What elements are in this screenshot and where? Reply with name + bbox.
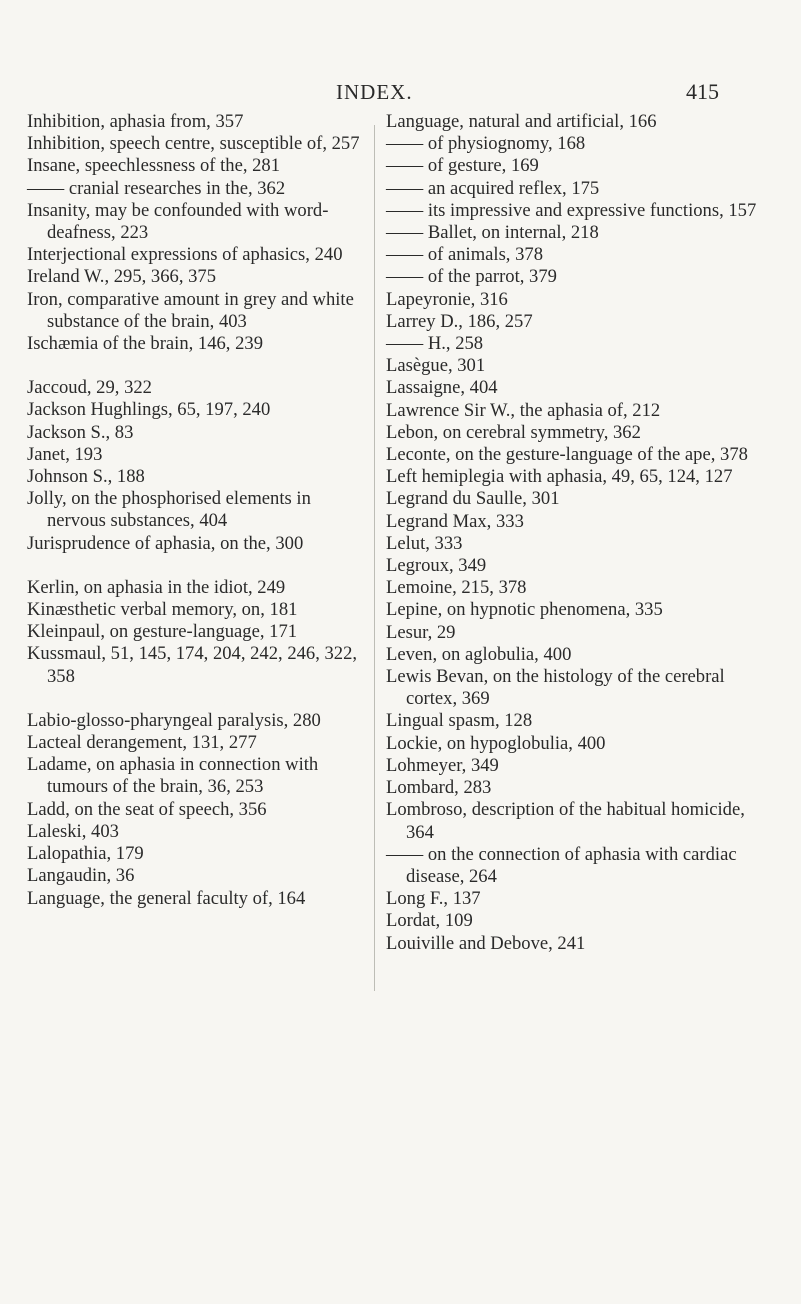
index-entry: Inhibition, speech centre, susceptible of, 257	[27, 133, 360, 155]
index-entry: Lingual spasm, 128	[386, 710, 533, 732]
index-entry: Janet, 193	[27, 443, 103, 465]
index-entry: Jackson Hughlings, 65, 197, 240	[27, 399, 271, 421]
index-entry: Lombard, 283	[386, 777, 492, 799]
index-entry: Long F., 137	[386, 888, 481, 910]
index-entry: Labio-glosso-pharyngeal paralysis, 280	[27, 709, 321, 731]
index-entry: Lemoine, 215, 378	[386, 577, 527, 599]
index-entry: Lesur, 29	[386, 621, 456, 643]
index-entry: Lalopathia, 179	[27, 843, 144, 865]
index-entry: —— Ballet, on internal, 218	[386, 222, 599, 244]
index-entry: Ladd, on the seat of speech, 356	[27, 798, 267, 820]
index-entry: Legrand Max, 333	[386, 510, 524, 532]
index-entry: —— H., 258	[386, 333, 484, 355]
index-entry: Legroux, 349	[386, 555, 487, 577]
index-entry: Inhibition, aphasia from, 357	[27, 111, 244, 132]
index-entry: Interjectional expressions of aphasics, 240	[27, 244, 343, 266]
index-entry: Jolly, on the phosphorised elements in nervous substances, 404	[27, 488, 311, 532]
index-entry: Lacteal derangement, 131, 277	[27, 732, 257, 754]
column-divider	[374, 125, 375, 991]
index-entry: Ladame, on aphasia in connection with tumours of the brain, 36, 253	[27, 754, 319, 798]
index-entry: Left hemiplegia with aphasia, 49, 65, 124, 127	[386, 466, 733, 488]
index-entry: Kerlin, on aphasia in the idiot, 249	[27, 576, 286, 598]
index-entry: Lepine, on hypnotic phenomena, 335	[386, 599, 663, 621]
index-entry: Iron, comparative amount in grey and white substance of the brain, 403	[27, 288, 354, 332]
index-entry: Jackson S., 83	[27, 421, 134, 443]
index-entry: Lebon, on cerebral symmetry, 362	[386, 421, 641, 443]
index-entry: Larrey D., 186, 257	[386, 310, 533, 332]
index-entry: Louiville and Debove, 241	[386, 932, 586, 954]
page-header	[0, 80, 801, 110]
index-entry: Langaudin, 36	[27, 865, 135, 887]
index-entry: Jaccoud, 29, 322	[27, 377, 152, 399]
index-entry: Lelut, 333	[386, 532, 463, 554]
index-entry: —— on the connection of aphasia with cardiac disease, 264	[386, 843, 737, 887]
index-entry: —— its impressive and expressive functions, 157	[386, 199, 757, 221]
index-entry: Ischæmia of the brain, 146, 239	[27, 333, 263, 355]
index-entry: Lasègue, 301	[386, 355, 486, 377]
index-entry: Ireland W., 295, 366, 375	[27, 266, 217, 288]
index-entry: Jurisprudence of aphasia, on the, 300	[27, 532, 304, 554]
index-entry: Insane, speechlessness of the, 281	[27, 155, 281, 177]
index-entry: —— of gesture, 169	[386, 155, 539, 177]
index-entry: —— an acquired reflex, 175	[386, 177, 600, 199]
index-entry: —— of animals, 378	[386, 244, 543, 266]
index-entry: Lohmeyer, 349	[386, 754, 499, 776]
index-entry: Leconte, on the gesture-language of the ape, 378	[386, 444, 748, 466]
index-entry: Lassaigne, 404	[386, 377, 498, 399]
index-entry: Leven, on aglobulia, 400	[386, 643, 572, 665]
index-entry: Language, natural and artificial, 166	[386, 111, 657, 132]
page-number: 415	[686, 79, 719, 104]
index-entry: Johnson S., 188	[27, 466, 145, 488]
index-entry: Legrand du Saulle, 301	[386, 488, 560, 510]
index-entry: —— of the parrot, 379	[386, 266, 557, 288]
index-entry: Laleski, 403	[27, 820, 119, 842]
index-entry: Lapeyronie, 316	[386, 288, 508, 310]
index-entry: —— of physiognomy, 168	[386, 133, 586, 155]
index-entry: Language, the general faculty of, 164	[27, 887, 306, 909]
index-entry: Lombroso, description of the habitual homicide, 364	[386, 799, 745, 843]
index-entry: Kussmaul, 51, 145, 174, 204, 242, 246, 322, 358	[27, 643, 358, 687]
running-head: INDEX.	[336, 80, 413, 104]
index-entry: Lordat, 109	[386, 910, 473, 932]
index-entry: Lawrence Sir W., the aphasia of, 212	[386, 399, 661, 421]
index-entry: Kinæsthetic verbal memory, on, 181	[27, 599, 298, 621]
index-entry: Insanity, may be confounded with word-deafness, 223	[27, 199, 329, 244]
index-entry: Lockie, on hypoglobulia, 400	[386, 732, 606, 754]
index-entry: Kleinpaul, on gesture-language, 171	[27, 621, 298, 643]
index-entry: Lewis Bevan, on the histology of the cerebral cortex, 369	[386, 666, 725, 710]
index-entry: —— cranial researches in the, 362	[27, 177, 286, 199]
index-column-right	[386, 111, 766, 955]
index-column-left	[27, 111, 362, 910]
